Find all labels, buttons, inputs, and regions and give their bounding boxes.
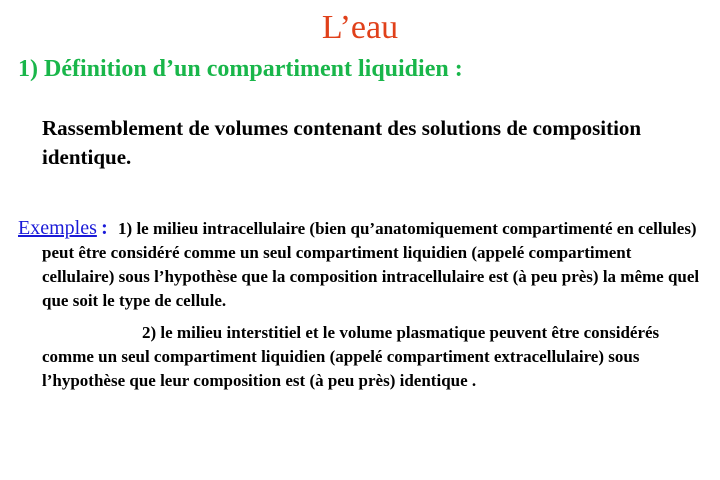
section-heading: 1) Définition d’un compartiment liquidien : (18, 56, 463, 82)
example-1-paragraph (18, 216, 702, 313)
examples-block (18, 216, 702, 393)
example-1-text: 1) le milieu intracellulaire (bien qu’anatomiquement compartimenté en cellules) peut être considéré comme un seul compartiment liquidien (appelé compartiment cellulaire) sous l’hypothèse que la composition intracellulaire est (à peu près) la même quel que soit le type de cellule. (42, 219, 700, 310)
example-2-paragraph (18, 321, 702, 393)
definition-text: Rassemblement de volumes contenant des solutions de composition identique. (42, 116, 642, 169)
examples-label: Exemples (18, 217, 97, 239)
slide-title: L’eau (321, 9, 399, 46)
example-2-text: 2) le milieu interstitiel et le volume plasmatique peuvent être considérés comme un seul compartiment liquidien (appelé compartiment extracellulaire) sous l’hypothèse que leur composition est (à peu près) identique . (42, 323, 660, 390)
examples-colon: : (101, 217, 108, 239)
